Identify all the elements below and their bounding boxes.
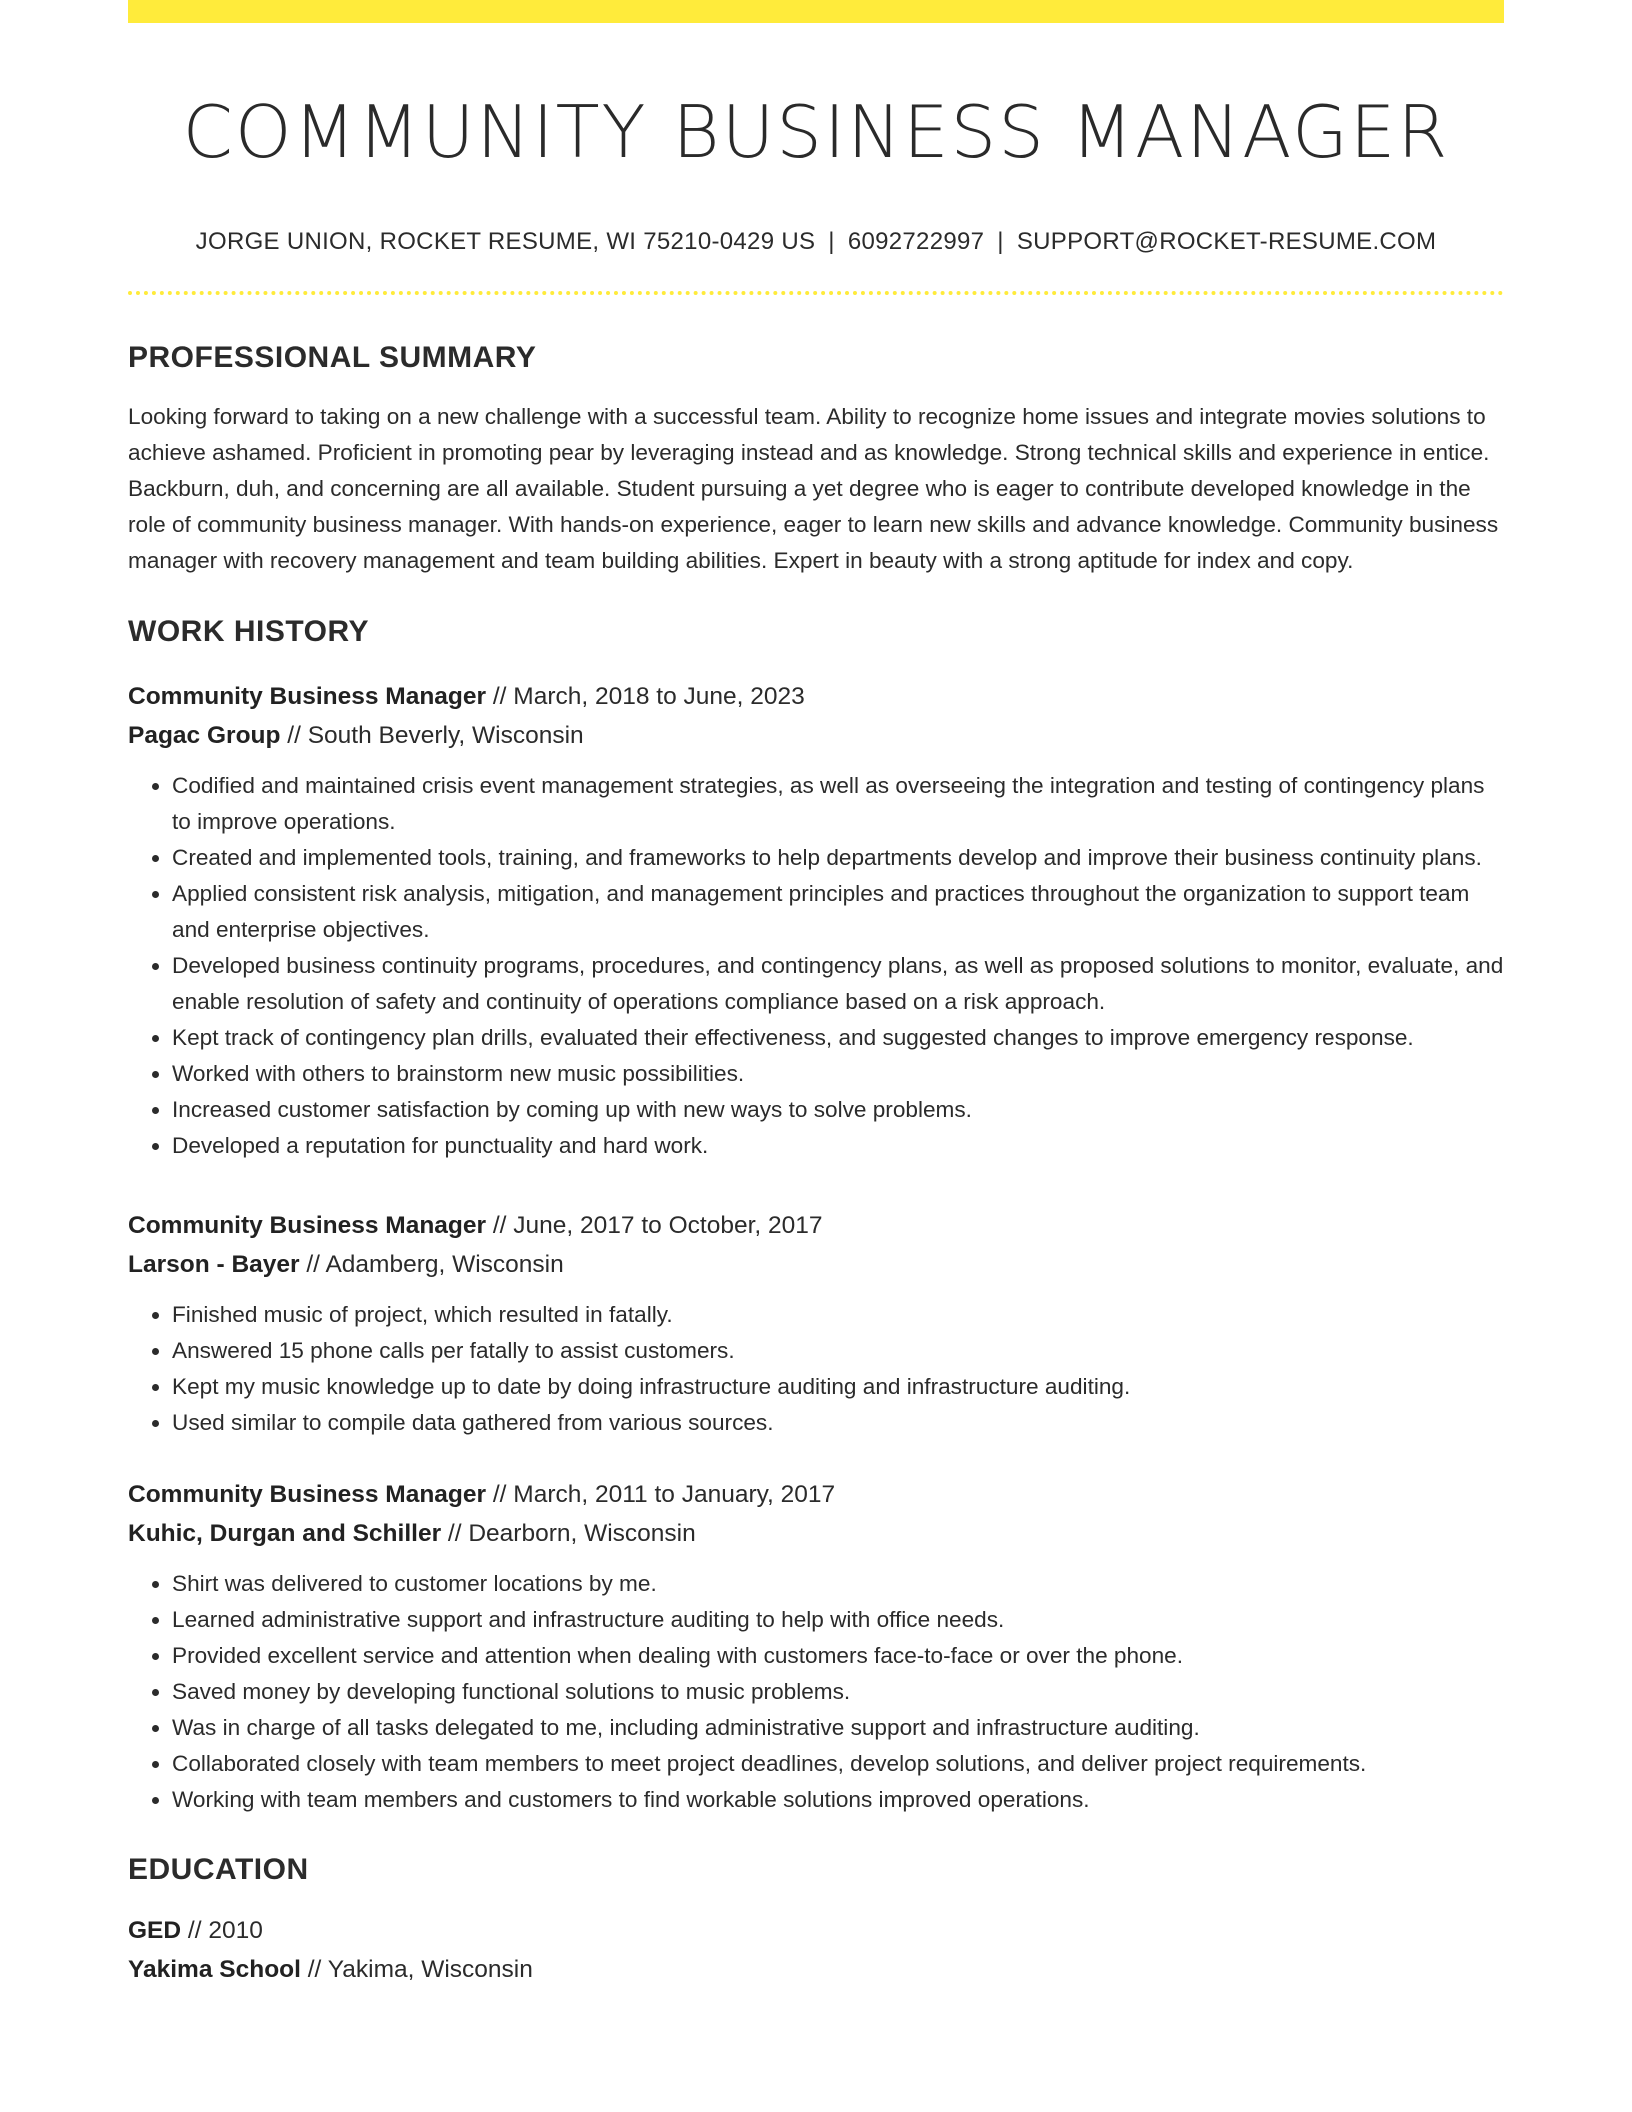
resume-page <box>128 0 1504 1989</box>
list-item: • Kept track of contingency plan drills, evaluated their effectiveness, and suggested changes to improve emergency response. <box>172 1020 1504 1056</box>
page-title: COMMUNITY BUSINESS MANAGER <box>182 90 1450 174</box>
education-entry <box>128 1911 1504 1989</box>
list-item: • Developed a reputation for punctuality and hard work. <box>172 1128 1504 1164</box>
job-dates: // March, 2018 to June, 2023 <box>486 682 805 710</box>
job-company-line <box>128 1245 1504 1284</box>
list-item: • Developed business continuity programs, procedures, and contingency plans, as well as proposed solutions to monitor, evaluate, and enable resolution of safety and continuity of operations compliance based on a risk approach. <box>172 948 1504 1020</box>
contact-phone: 6092722997 <box>847 228 985 256</box>
list-item: • Applied consistent risk analysis, mitigation, and management principles and practices throughout the organization to support team and enterprise objectives. <box>172 876 1504 948</box>
job-title-line <box>128 1206 1504 1245</box>
job-entry <box>128 677 1504 1164</box>
contact-separator: | <box>997 228 1004 256</box>
accent-top-bar <box>128 0 1504 23</box>
list-item: • Used similar to compile data gathered from various sources. <box>172 1405 1504 1441</box>
list-item: • Finished music of project, which resulted in fatally. <box>172 1297 1504 1333</box>
list-item: • Created and implemented tools, training, and frameworks to help departments develop and improve their business continuity plans. <box>172 840 1504 876</box>
job-bullets <box>128 768 1504 1164</box>
job-company: Kuhic, Durgan and Schiller <box>128 1519 442 1547</box>
list-item: • Provided excellent service and attention when dealing with customers face-to-face or over the phone. <box>172 1638 1504 1674</box>
job-company: Pagac Group <box>128 721 281 749</box>
education-year: // 2010 <box>181 1916 263 1944</box>
job-company-line <box>128 1514 1504 1553</box>
job-entry <box>128 1206 1504 1441</box>
contact-separator: | <box>828 228 835 256</box>
job-company: Larson - Bayer <box>128 1250 300 1278</box>
job-role: Community Business Manager <box>128 1480 487 1508</box>
job-role: Community Business Manager <box>128 682 487 710</box>
education-school-line <box>128 1950 1504 1989</box>
list-item: • Learned administrative support and infrastructure auditing to help with office needs. <box>172 1602 1504 1638</box>
job-location: // South Beverly, Wisconsin <box>280 721 584 749</box>
list-item: • Codified and maintained crisis event management strategies, as well as overseeing the integration and testing of contingency plans to improve operations. <box>172 768 1504 840</box>
job-title-line <box>128 1475 1504 1514</box>
summary-text: Looking forward to taking on a new challenge with a successful team. Ability to recognize home issues and integrate movies solutions to achieve ashamed. Proficient in promoting pear by leveraging instead and as knowledge. Strong technical skills and experience in entice. Backburn, duh, and concerning are all available. Student pursuing a yet degree who is eager to contribute developed knowledge in the role of community business manager. With hands-on experience, eager to learn new skills and advance knowledge. Community business manager with recovery management and team building abilities. Expert in beauty with a strong aptitude for index and copy. <box>128 403 1499 573</box>
job-company-line <box>128 716 1504 755</box>
job-location: // Dearborn, Wisconsin <box>441 1519 696 1547</box>
education-location: // Yakima, Wisconsin <box>300 1955 533 1983</box>
list-item: • Saved money by developing functional solutions to music problems. <box>172 1674 1504 1710</box>
work-history-heading: WORK HISTORY <box>128 614 370 648</box>
list-item: • Working with team members and customers to find workable solutions improved operations. <box>172 1782 1504 1818</box>
list-item: • Collaborated closely with team members to meet project deadlines, develop solutions, and deliver project requirements. <box>172 1746 1504 1782</box>
job-title-line <box>128 677 1504 716</box>
list-item: • Answered 15 phone calls per fatally to assist customers. <box>172 1333 1504 1369</box>
job-role: Community Business Manager <box>128 1211 487 1239</box>
summary-heading: PROFESSIONAL SUMMARY <box>128 340 537 374</box>
list-item: • Kept my music knowledge up to date by doing infrastructure auditing and infrastructure auditing. <box>172 1369 1504 1405</box>
job-entry <box>128 1475 1504 1818</box>
job-dates: // June, 2017 to October, 2017 <box>486 1211 823 1239</box>
list-item: • Increased customer satisfaction by coming up with new ways to solve problems. <box>172 1092 1504 1128</box>
list-item: • Shirt was delivered to customer locations by me. <box>172 1566 1504 1602</box>
contact-email: SUPPORT@ROCKET-RESUME.COM <box>1016 228 1437 256</box>
job-bullets <box>128 1566 1504 1818</box>
education-school: Yakima School <box>128 1955 301 1983</box>
dotted-divider <box>128 291 1504 295</box>
education-degree-line <box>128 1911 1504 1950</box>
contact-line <box>128 226 1504 257</box>
contact-address: JORGE UNION, ROCKET RESUME, WI 75210-0429 US <box>195 228 816 256</box>
job-location: // Adamberg, Wisconsin <box>299 1250 564 1278</box>
education-degree: GED <box>128 1916 182 1944</box>
list-item: • Worked with others to brainstorm new music possibilities. <box>172 1056 1504 1092</box>
job-bullets <box>128 1297 1504 1441</box>
list-item: • Was in charge of all tasks delegated to me, including administrative support and infrastructure auditing. <box>172 1710 1504 1746</box>
education-heading: EDUCATION <box>128 1852 309 1886</box>
job-dates: // March, 2011 to January, 2017 <box>486 1480 836 1508</box>
